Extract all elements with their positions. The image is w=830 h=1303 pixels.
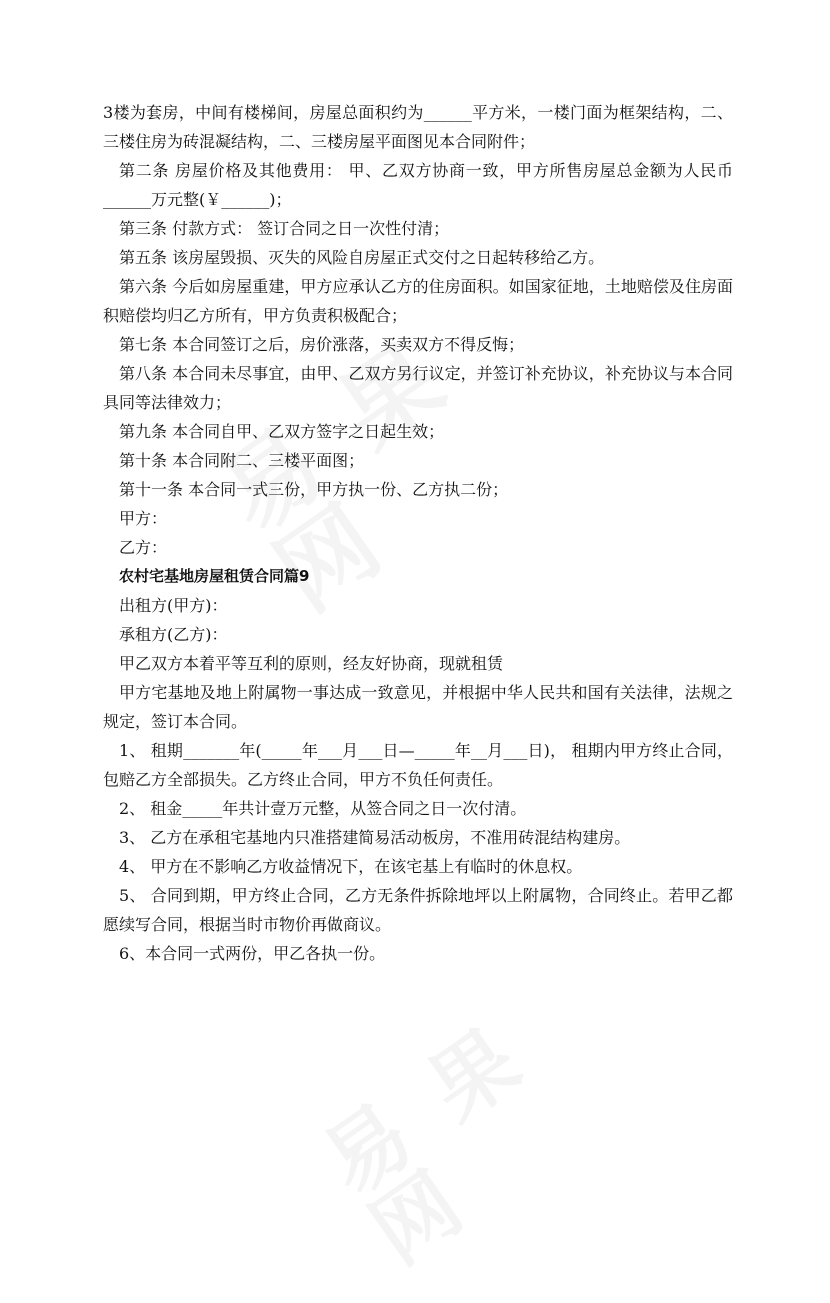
paragraph-agreement: 甲方宅基地及地上附属物一事达成一致意见，并根据中华人民共和国有关法律，法规之规定，签订本合同。 <box>103 683 733 731</box>
watermark-bottom <box>310 967 670 1303</box>
clause-1: 1、 租期_______年(_____年___月___日—_____年__月___日)， 租期内甲方终止合同，包赔乙方全部损失。乙方终止合同，甲方不负任何责任。 <box>103 741 733 789</box>
clause-4: 4、 甲方在不影响乙方收益情况下，在该宅基上有临时的休息权。 <box>119 857 583 876</box>
paragraph-floor-description: 3楼为套房，中间有楼梯间，房屋总面积约为______平方米，一楼门面为框架结构，二、三楼住房为砖混凝结构，二、三楼房屋平面图见本合同附件； <box>103 103 733 151</box>
clause-2: 2、 租金_____年共计壹万元整，从签合同之日一次付清。 <box>119 799 527 818</box>
lessee-line: 承租方(乙方)： <box>119 625 228 644</box>
paragraph-article-10: 第十条 本合同附二、三楼平面图； <box>119 451 365 470</box>
paragraph-article-5: 第五条 该房屋毁损、灭失的风险自房屋正式交付之日起转移给乙方。 <box>119 248 605 267</box>
signature-party-a: 甲方： <box>119 509 168 528</box>
clause-6: 6、本合同一式两份，甲乙各执一份。 <box>119 944 386 963</box>
paragraph-article-3: 第三条 付款方式： 签订合同之日一次性付清； <box>119 219 450 238</box>
clause-5: 5、 合同到期，甲方终止合同，乙方无条件拆除地坪以上附属物，合同终止。若甲乙都愿续写合同，根据当时市物价再做商议。 <box>103 886 733 934</box>
signature-party-b: 乙方： <box>119 538 168 557</box>
paragraph-article-2: 第二条 房屋价格及其他费用： 甲、乙双方协商一致，甲方所售房屋总金额为人民币______万元整(￥______)； <box>103 161 733 209</box>
paragraph-article-8: 第八条 本合同未尽事宜，由甲、乙双方另行议定，并签订补充协议，补充协议与本合同具同等法律效力； <box>103 364 733 412</box>
clause-3: 3、 乙方在承租宅基地内只准搭建简易活动板房，不准用砖混结构建房。 <box>119 828 631 847</box>
document-body <box>103 98 733 968</box>
paragraph-article-9: 第九条 本合同自甲、乙双方签字之日起生效； <box>119 422 445 441</box>
paragraph-article-6: 第六条 今后如房屋重建，甲方应承认乙方的住房面积。如国家征地，土地赔偿及住房面积赔偿均归乙方所有，甲方负责积极配合； <box>103 277 733 325</box>
section-title: 农村宅基地房屋租赁合同篇9 <box>119 567 310 585</box>
lessor-line: 出租方(甲方)： <box>119 596 228 615</box>
paragraph-article-7: 第七条 本合同签订之后，房价涨落，买卖双方不得反悔； <box>119 335 525 354</box>
paragraph-preamble: 甲乙双方本着平等互利的原则，经友好协商，现就租赁 <box>119 654 504 673</box>
paragraph-article-11: 第十一条 本合同一式三份，甲方执一份、乙方执二份； <box>119 480 509 499</box>
